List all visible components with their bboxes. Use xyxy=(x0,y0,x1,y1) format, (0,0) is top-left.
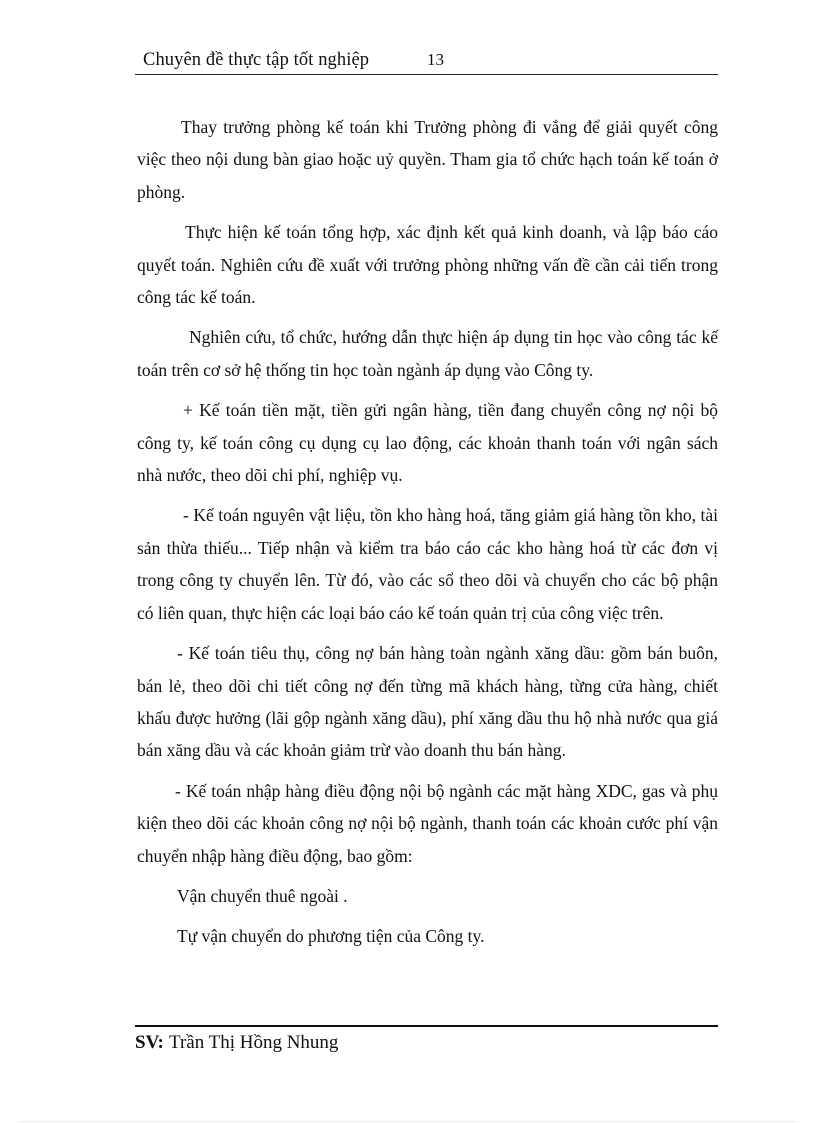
paragraph-materials-accounting: - Kế toán nguyên vật liệu, tồn kho hàng hoá, tăng giảm giá hàng tồn kho, tài sản thừa thiếu... Tiếp nhận và kiểm tra báo cáo các kho hàng hoá từ các đơn vị trong công ty chuyển lên. Từ đó, vào các sổ theo dõi và chuyển cho các bộ phận có liên quan, thực hiện các loại báo cáo kế toán quản trị của công việc trên. xyxy=(137,505,718,623)
page-number: 13 xyxy=(427,50,444,69)
paragraph-it-application: Nghiên cứu, tổ chức, hướng dẫn thực hiện áp dụng tin học vào công tác kế toán trên cơ sở hệ thống tin học toàn ngành áp dụng vào Công ty. xyxy=(137,327,718,380)
page-footer xyxy=(135,1025,718,1059)
student-name: Trần Thị Hồng Nhung xyxy=(169,1032,339,1053)
page-header xyxy=(135,48,718,75)
paragraph-own-transport: Tự vận chuyển do phương tiện của Công ty. xyxy=(177,926,485,947)
paragraph-general-accounting: Thực hiện kế toán tổng hợp, xác định kết quả kinh doanh, và lập báo cáo quyết toán. Nghiên cứu đề xuất với trưởng phòng những vấn đề cần cải tiến trong công tác kế toán. xyxy=(137,222,718,308)
paragraph-sales-accounting: - Kế toán tiêu thụ, công nợ bán hàng toàn ngành xăng dầu: gồm bán buôn, bán lẻ, theo dõi chi tiết công nợ đến từng mã khách hàng, từng cửa hàng, chiết khấu được hưởng (lãi gộp ngành xăng dầu), phí xăng dầu thu hộ nhà nước qua giá bán xăng dầu và các khoản giảm trừ vào doanh thu bán hàng. xyxy=(137,643,718,761)
paragraph-transfer-accounting: - Kế toán nhập hàng điều động nội bộ ngành các mặt hàng XDC, gas và phụ kiện theo dõi các khoản công nợ nội bộ ngành, thanh toán các khoản cước phí vận chuyển nhập hàng điều động, bao gồm: xyxy=(137,780,718,866)
paragraph-cash-accounting: + Kế toán tiền mặt, tiền gửi ngân hàng, tiền đang chuyển công nợ nội bộ công ty, kế toán công cụ dụng cụ lao động, các khoản thanh toán với ngân sách nhà nước, theo dõi chi phí, nghiệp vụ. xyxy=(137,400,718,486)
document-title: Chuyên đề thực tập tốt nghiệp xyxy=(143,50,370,70)
page-bottom-divider xyxy=(20,1121,796,1122)
paragraph-deputy-duties: Thay trưởng phòng kế toán khi Trưởng phòng đi vắng để giải quyết công việc theo nội dung bàn giao hoặc uỷ quyền. Tham gia tổ chức hạch toán kế toán ở phòng. xyxy=(137,117,718,202)
body-text xyxy=(137,111,718,961)
paragraph-outsourced-transport: Vận chuyển thuê ngoài . xyxy=(177,885,348,906)
student-label: SV: xyxy=(135,1032,164,1053)
